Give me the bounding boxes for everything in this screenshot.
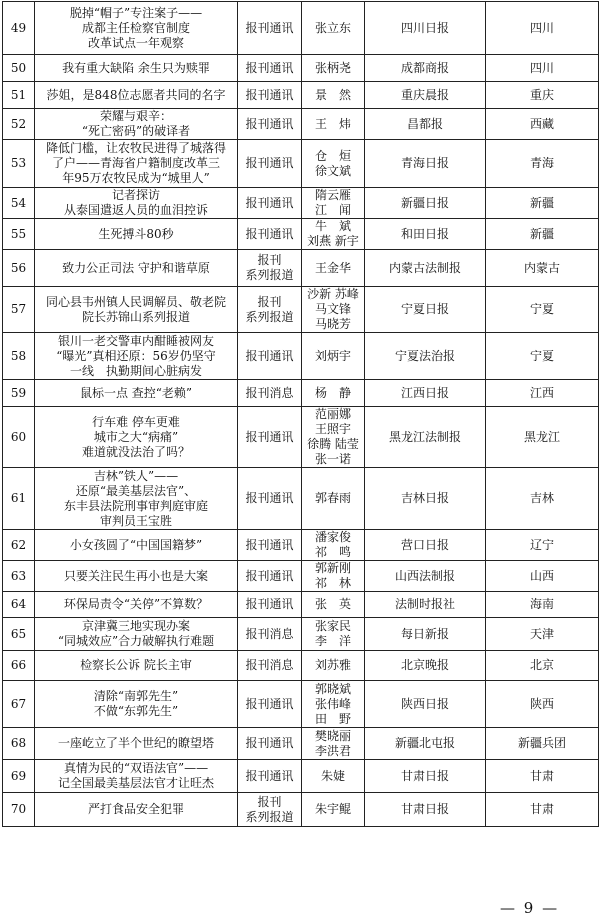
- category-cell: [238, 793, 302, 827]
- publisher-cell: 北京晚报: [365, 651, 486, 681]
- category-line: 报刊通讯: [245, 60, 294, 75]
- authors-line: 张 英: [314, 597, 351, 611]
- authors-line: 沙新 苏峰: [307, 287, 359, 301]
- category-line: 报刊消息: [245, 658, 294, 672]
- category-line: 系列报道: [245, 309, 294, 324]
- category-cell: [238, 287, 302, 333]
- row-number-cell: 61: [3, 468, 35, 530]
- authors-line: 徐文斌: [314, 163, 351, 178]
- title-line: 一座屹立了半个世纪的瞭望塔: [57, 736, 214, 750]
- region-cell: 新疆: [486, 188, 599, 219]
- region-cell: 陕西: [486, 681, 599, 728]
- row-number-cell: 70: [3, 793, 35, 827]
- title-cell: [35, 82, 238, 109]
- category-line: 报刊通讯: [245, 736, 294, 750]
- title-line: 东丰县法院刑事审判庭审庭: [63, 498, 208, 513]
- table-row: [3, 561, 599, 592]
- category-cell: [238, 55, 302, 82]
- title-line: 严打食品安全犯罪: [87, 802, 184, 816]
- category-cell: [238, 140, 302, 188]
- table-row: [3, 109, 599, 140]
- title-line: 还原“最美基层法官”、: [75, 483, 197, 498]
- category-cell: [238, 2, 302, 55]
- author-cell: [302, 728, 365, 760]
- author-cell: [302, 468, 365, 530]
- region-cell: 黑龙江: [486, 407, 599, 468]
- row-number-cell: 59: [3, 380, 35, 407]
- authors-line: 刘炳宇: [314, 348, 351, 363]
- publisher-cell: 四川日报: [365, 2, 486, 55]
- title-line: 一线 执勤期间心脏病发: [69, 363, 202, 378]
- title-line: 京津冀三地实现办案: [81, 619, 190, 633]
- region-cell: 四川: [486, 2, 599, 55]
- title-line: 改革试点一年观察: [87, 35, 184, 50]
- table-row: [3, 250, 599, 287]
- authors-line: 隋云雁: [314, 188, 351, 202]
- title-line: 同心县韦州镇人民调解员、敬老院: [45, 294, 226, 309]
- authors-line: 田 野: [314, 711, 351, 726]
- category-cell: [238, 380, 302, 407]
- category-line: 报刊通讯: [245, 156, 294, 170]
- title-cell: [35, 2, 238, 55]
- publisher-cell: 宁夏法治报: [365, 333, 486, 380]
- category-cell: [238, 188, 302, 219]
- authors-line: 张伟峰: [314, 696, 351, 711]
- title-line: 只要关注民生再小也是大案: [63, 568, 208, 583]
- authors-line: 张柄尧: [314, 60, 351, 75]
- authors-line: 李 洋: [314, 634, 351, 648]
- category-line: 报刊通讯: [245, 116, 294, 131]
- author-cell: [302, 333, 365, 380]
- region-cell: 内蒙古: [486, 250, 599, 287]
- authors-line: 王金华: [314, 260, 351, 275]
- title-line: “曝光”真相还原：56岁仍坚守: [56, 348, 216, 363]
- category-cell: [238, 561, 302, 592]
- row-number-cell: 56: [3, 250, 35, 287]
- category-cell: [238, 407, 302, 468]
- table-row: [3, 618, 599, 651]
- author-cell: [302, 55, 365, 82]
- author-cell: [302, 380, 365, 407]
- table-row: [3, 728, 599, 760]
- title-line: 生死搏斗80秒: [98, 226, 174, 241]
- author-cell: [302, 140, 365, 188]
- title-line: 真情为民的“双语法官”——: [63, 761, 209, 775]
- publisher-cell: 内蒙古法制报: [365, 250, 486, 287]
- table-row: [3, 380, 599, 407]
- row-number-cell: 66: [3, 651, 35, 681]
- row-number-cell: 52: [3, 109, 35, 140]
- title-line: 不做“东郭先生”: [93, 704, 179, 718]
- authors-line: 杨 静: [314, 385, 351, 400]
- row-number-cell: 63: [3, 561, 35, 592]
- row-number-cell: 49: [3, 2, 35, 55]
- authors-line: 王照宇: [314, 422, 351, 436]
- title-line: 小女孩圆了“中国国籍梦”: [69, 537, 203, 552]
- publisher-cell: 陕西日报: [365, 681, 486, 728]
- category-cell: [238, 651, 302, 681]
- title-line: 致力公正司法 守护和谐草原: [62, 260, 210, 275]
- authors-line: 朱宇鲲: [314, 802, 351, 816]
- authors-line: 李洪君: [314, 743, 351, 758]
- category-cell: [238, 82, 302, 109]
- category-cell: [238, 618, 302, 651]
- publisher-cell: 和田日报: [365, 219, 486, 250]
- region-cell: 新疆: [486, 219, 599, 250]
- title-cell: [35, 188, 238, 219]
- authors-line: 江 闻: [314, 203, 351, 217]
- title-line: “死亡密码”的破译者: [81, 124, 191, 138]
- publisher-cell: 山西法制报: [365, 561, 486, 592]
- category-line: 系列报道: [245, 268, 294, 282]
- author-cell: [302, 287, 365, 333]
- title-line: 清除“南郭先生”: [93, 689, 179, 703]
- title-cell: [35, 530, 238, 561]
- category-line: 报刊通讯: [245, 491, 294, 505]
- title-line: 院长苏锦山系列报道: [81, 309, 190, 324]
- title-line: 了户——青海省户籍制度改革三: [51, 156, 220, 170]
- publisher-cell: 新疆日报: [365, 188, 486, 219]
- authors-line: 张立东: [314, 20, 351, 35]
- title-cell: [35, 468, 238, 530]
- table-row: [3, 82, 599, 109]
- author-cell: [302, 561, 365, 592]
- title-line: 鼠标一点 查控“老赖”: [79, 385, 193, 400]
- title-cell: [35, 380, 238, 407]
- title-cell: [35, 728, 238, 760]
- title-line: 荣耀与艰辛：: [99, 109, 172, 123]
- category-line: 报刊: [257, 794, 282, 809]
- authors-line: 王 炜: [314, 116, 351, 131]
- category-line: 报刊通讯: [245, 20, 294, 35]
- category-cell: [238, 592, 302, 618]
- publisher-cell: 法制时报社: [365, 592, 486, 618]
- title-line: 莎姐，是848位志愿者共同的名字: [46, 87, 226, 102]
- row-number-cell: 67: [3, 681, 35, 728]
- authors-line: 徐腾 陆莹: [307, 437, 359, 451]
- publisher-cell: 吉林日报: [365, 468, 486, 530]
- author-cell: [302, 109, 365, 140]
- table-row: [3, 55, 599, 82]
- title-line: 降低门槛，让农牧民进得了城落得: [45, 141, 226, 155]
- row-number-cell: 64: [3, 592, 35, 618]
- category-line: 报刊消息: [245, 626, 294, 641]
- authors-line: 郭春雨: [314, 491, 351, 505]
- title-cell: [35, 760, 238, 793]
- category-line: 报刊通讯: [245, 195, 294, 210]
- title-line: 审判员王宝胜: [99, 513, 172, 528]
- title-line: 城市之大“病痛”: [93, 429, 179, 444]
- author-cell: [302, 82, 365, 109]
- table-row: [3, 407, 599, 468]
- author-cell: [302, 618, 365, 651]
- publisher-cell: 营口日报: [365, 530, 486, 561]
- authors-line: 郭新刚: [314, 561, 351, 575]
- author-cell: [302, 793, 365, 827]
- publisher-cell: 宁夏日报: [365, 287, 486, 333]
- category-cell: [238, 250, 302, 287]
- page-number: — 9 —: [500, 899, 560, 917]
- category-cell: [238, 530, 302, 561]
- title-cell: [35, 592, 238, 618]
- region-cell: 甘肃: [486, 793, 599, 827]
- table-row: [3, 681, 599, 728]
- authors-line: 樊晓丽: [314, 728, 351, 743]
- publisher-cell: 每日新报: [365, 618, 486, 651]
- title-cell: [35, 681, 238, 728]
- region-cell: 宁夏: [486, 287, 599, 333]
- authors-line: 张一诺: [314, 452, 351, 466]
- category-cell: [238, 681, 302, 728]
- publisher-cell: 青海日报: [365, 140, 486, 188]
- category-cell: [238, 333, 302, 380]
- title-line: 吉林”铁人”——: [93, 468, 179, 483]
- title-cell: [35, 407, 238, 468]
- author-cell: [302, 2, 365, 55]
- publisher-cell: 甘肃日报: [365, 760, 486, 793]
- row-number-cell: 62: [3, 530, 35, 561]
- region-cell: 辽宁: [486, 530, 599, 561]
- publisher-cell: 昌都报: [365, 109, 486, 140]
- title-cell: [35, 140, 238, 188]
- region-cell: 天津: [486, 618, 599, 651]
- region-cell: 西藏: [486, 109, 599, 140]
- authors-line: 潘家俊: [314, 530, 351, 544]
- author-cell: [302, 651, 365, 681]
- row-number-cell: 58: [3, 333, 35, 380]
- title-line: 行车难 停车更难: [92, 414, 180, 429]
- category-line: 报刊消息: [245, 385, 294, 400]
- table-row: [3, 760, 599, 793]
- category-cell: [238, 728, 302, 760]
- title-line: 检察长公诉 院长主审: [80, 658, 192, 672]
- title-line: 年95万农牧民成为“城里人”: [62, 171, 210, 185]
- row-number-cell: 53: [3, 140, 35, 188]
- region-cell: 重庆: [486, 82, 599, 109]
- row-number-cell: 68: [3, 728, 35, 760]
- category-cell: [238, 219, 302, 250]
- authors-line: 郭晓斌: [314, 681, 351, 696]
- row-number-cell: 60: [3, 407, 35, 468]
- row-number-cell: 65: [3, 618, 35, 651]
- author-cell: [302, 681, 365, 728]
- category-cell: [238, 760, 302, 793]
- category-line: 报刊通讯: [245, 768, 294, 783]
- region-cell: 甘肃: [486, 760, 599, 793]
- title-line: 环保局责令“关停”不算数？: [63, 597, 209, 611]
- author-cell: [302, 760, 365, 793]
- authors-line: 马文锋: [314, 302, 351, 316]
- title-line: 记者探访: [111, 188, 160, 202]
- title-cell: [35, 651, 238, 681]
- region-cell: 海南: [486, 592, 599, 618]
- authors-line: 祁 鸣: [314, 545, 351, 559]
- region-cell: 宁夏: [486, 333, 599, 380]
- publisher-cell: 新疆北屯报: [365, 728, 486, 760]
- title-cell: [35, 618, 238, 651]
- table-body: [3, 2, 599, 827]
- table-row: [3, 287, 599, 333]
- table-row: [3, 793, 599, 827]
- title-line: 难道就没法治了吗？: [81, 444, 190, 459]
- table-row: [3, 140, 599, 188]
- region-cell: 江西: [486, 380, 599, 407]
- title-line: “同城效应”合力破解执行难题: [57, 634, 215, 648]
- row-number-cell: 51: [3, 82, 35, 109]
- authors-line: 牛 斌: [314, 219, 351, 233]
- authors-line: 刘苏雅: [314, 658, 351, 672]
- category-line: 报刊: [257, 294, 282, 309]
- table-row: [3, 333, 599, 380]
- authors-line: 祁 林: [314, 576, 351, 590]
- title-line: 从泰国遣返人员的血泪控诉: [63, 203, 208, 217]
- authors-line: 马晓芳: [314, 317, 351, 331]
- publisher-cell: 重庆晨报: [365, 82, 486, 109]
- category-line: 报刊通讯: [245, 537, 294, 552]
- author-cell: [302, 250, 365, 287]
- row-number-cell: 57: [3, 287, 35, 333]
- publisher-cell: 甘肃日报: [365, 793, 486, 827]
- title-line: 我有重大缺陷 余生只为赎罪: [62, 60, 210, 75]
- category-line: 报刊通讯: [245, 226, 294, 241]
- authors-line: 范丽娜: [314, 407, 351, 421]
- region-cell: 青海: [486, 140, 599, 188]
- table-row: [3, 219, 599, 250]
- table-row: [3, 2, 599, 55]
- category-line: 报刊通讯: [245, 597, 294, 611]
- authors-line: 景 然: [314, 87, 351, 102]
- author-cell: [302, 188, 365, 219]
- title-line: 成都主任检察官制度: [81, 20, 190, 35]
- category-line: 系列报道: [245, 809, 294, 824]
- authors-line: 仓 烜: [314, 148, 351, 163]
- category-line: 报刊通讯: [245, 87, 294, 102]
- author-cell: [302, 592, 365, 618]
- author-cell: [302, 530, 365, 561]
- title-cell: [35, 109, 238, 140]
- title-cell: [35, 219, 238, 250]
- title-line: 脱掉“帽子”专注案子——: [69, 5, 203, 20]
- table-row: [3, 530, 599, 561]
- table-row: [3, 468, 599, 530]
- title-line: 记全国最美基层法官才让旺杰: [57, 776, 214, 790]
- region-cell: 吉林: [486, 468, 599, 530]
- table-row: [3, 188, 599, 219]
- title-cell: [35, 561, 238, 592]
- region-cell: 北京: [486, 651, 599, 681]
- title-cell: [35, 793, 238, 827]
- category-line: 报刊通讯: [245, 348, 294, 363]
- category-cell: [238, 468, 302, 530]
- author-cell: [302, 219, 365, 250]
- category-line: 报刊: [257, 253, 282, 267]
- region-cell: 四川: [486, 55, 599, 82]
- publisher-cell: 黑龙江法制报: [365, 407, 486, 468]
- authors-line: 朱婕: [320, 768, 345, 783]
- authors-line: 刘燕 新宇: [307, 234, 359, 248]
- category-line: 报刊通讯: [245, 429, 294, 444]
- region-cell: 新疆兵团: [486, 728, 599, 760]
- title-cell: [35, 287, 238, 333]
- table-row: [3, 592, 599, 618]
- title-cell: [35, 250, 238, 287]
- authors-line: 张家民: [314, 619, 351, 633]
- row-number-cell: 55: [3, 219, 35, 250]
- publisher-cell: 江西日报: [365, 380, 486, 407]
- region-cell: 山西: [486, 561, 599, 592]
- category-cell: [238, 109, 302, 140]
- table-row: [3, 651, 599, 681]
- title-cell: [35, 55, 238, 82]
- category-line: 报刊通讯: [245, 696, 294, 711]
- row-number-cell: 69: [3, 760, 35, 793]
- awards-table: [2, 1, 599, 827]
- title-cell: [35, 333, 238, 380]
- row-number-cell: 54: [3, 188, 35, 219]
- row-number-cell: 50: [3, 55, 35, 82]
- publisher-cell: 成都商报: [365, 55, 486, 82]
- category-line: 报刊通讯: [245, 568, 294, 583]
- author-cell: [302, 407, 365, 468]
- title-line: 银川一老交警車内酣睡被网友: [57, 333, 214, 348]
